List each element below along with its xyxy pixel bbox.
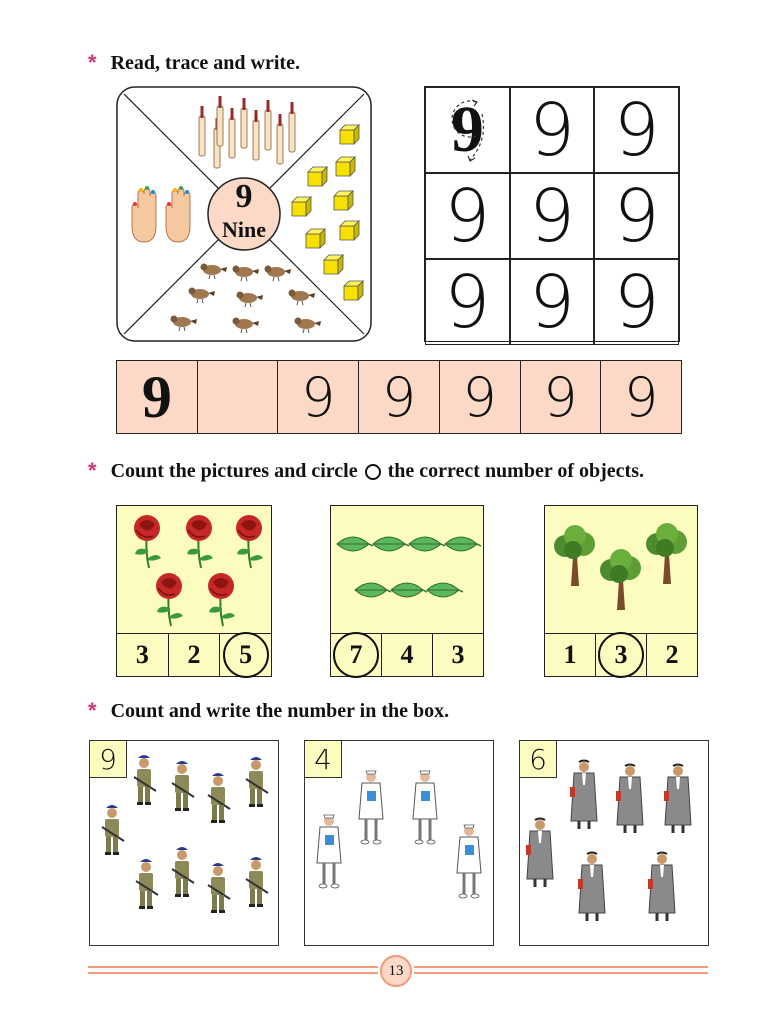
strip-cell: 9 — [521, 361, 602, 433]
option[interactable]: 4 — [382, 634, 433, 676]
trace-cell-model: 9 — [425, 87, 510, 173]
trace-grid — [424, 86, 680, 342]
footer-rule-right — [414, 966, 708, 968]
star-icon: * — [88, 698, 97, 723]
trace-cell: 9 — [594, 87, 679, 173]
strip-cell: 9 — [623, 365, 659, 429]
trace-cell: 9 — [594, 173, 679, 259]
trace-cell: 9 — [510, 259, 595, 345]
tree-icon — [545, 506, 696, 633]
option[interactable]: 3 — [451, 640, 465, 669]
strip-blank-cell[interactable] — [198, 361, 279, 433]
count-options — [117, 633, 271, 676]
option-circled[interactable]: 3 — [596, 634, 647, 676]
trace-cell: 9 — [594, 259, 679, 345]
option-circled[interactable]: 7 — [331, 634, 382, 676]
instruction-count-circle — [88, 458, 644, 484]
page-number: 13 — [380, 955, 412, 987]
option[interactable]: 2 — [665, 640, 679, 669]
option[interactable]: 3 — [117, 634, 169, 676]
answer-box[interactable]: 4 — [305, 741, 342, 778]
count-box-roses — [116, 505, 272, 677]
star-icon: * — [88, 458, 97, 483]
rose-icon — [117, 506, 270, 633]
instruction-text-after: the correct number of objects. — [387, 459, 644, 482]
instruction-text-before: Count the pictures and circle — [110, 459, 358, 482]
option[interactable]: 2 — [169, 634, 221, 676]
count-options — [545, 633, 697, 676]
instruction-count-write — [88, 698, 449, 724]
strip-cell: 9 — [440, 361, 521, 433]
count-options — [331, 633, 483, 676]
number-word: Nine — [222, 217, 266, 242]
instruction-read-trace-write — [88, 50, 300, 76]
option-circled[interactable]: 5 — [220, 634, 271, 676]
write-box-lawyers — [519, 740, 709, 946]
leaf-icon — [331, 506, 482, 633]
strip-cell: 9 — [359, 361, 440, 433]
footer-rule-left — [88, 972, 378, 974]
instruction-text: Read, trace and write. — [110, 51, 300, 74]
trace-arrows-icon — [434, 94, 504, 168]
strip-model-cell: 9 — [117, 361, 198, 433]
number-nine-panel — [116, 86, 372, 342]
trace-cell: 9 — [425, 173, 510, 259]
trace-cell: 9 — [510, 173, 595, 259]
answer-box[interactable]: 6 — [520, 741, 557, 778]
number-numeral: 9 — [235, 178, 253, 215]
strip-cell: 9 — [278, 361, 359, 433]
count-box-trees — [544, 505, 698, 677]
write-box-soldiers — [89, 740, 279, 946]
star-icon: * — [88, 50, 97, 75]
answer-box[interactable]: 9 — [90, 741, 127, 778]
circle-icon — [365, 464, 381, 480]
write-box-nurses — [304, 740, 494, 946]
option[interactable]: 1 — [545, 634, 596, 676]
trace-cell: 9 — [425, 259, 510, 345]
footer-rule-right — [414, 972, 708, 974]
writing-strip — [116, 360, 682, 434]
instruction-text: Count and write the number in the box. — [110, 699, 450, 722]
count-box-leaves — [330, 505, 484, 677]
footer-rule-left — [88, 966, 378, 968]
trace-cell: 9 — [510, 87, 595, 173]
